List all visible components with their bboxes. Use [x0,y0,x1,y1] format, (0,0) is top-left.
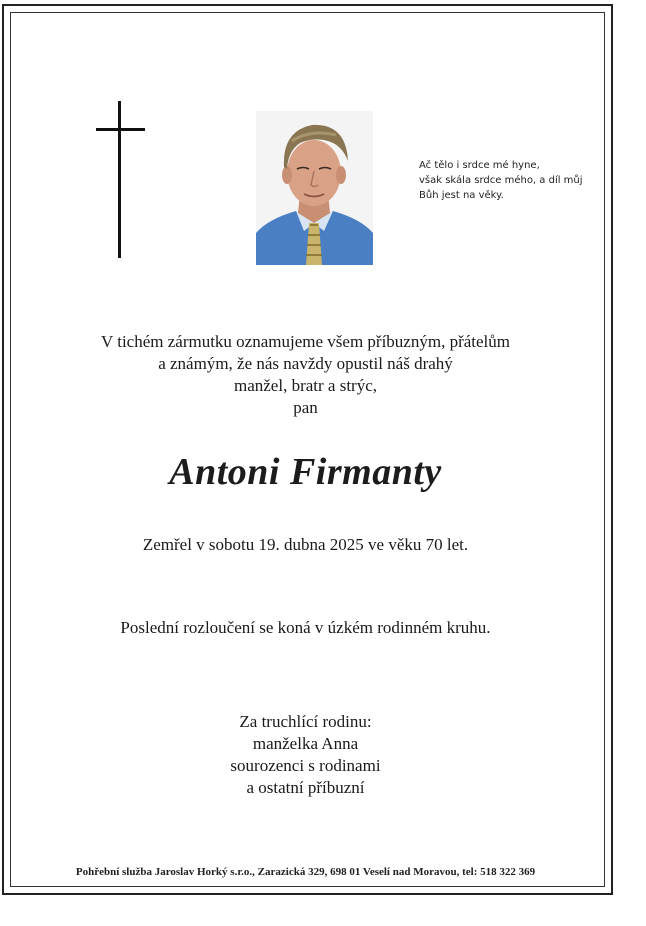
announcement-line: manžel, bratr a strýc, [233,376,377,395]
family-line: Za truchlící rodinu: [239,712,372,731]
quote-line: Bůh jest na věky. [419,190,504,201]
quote-line: Ač tělo i srdce mé hyne, [419,160,540,171]
announcement-line: pan [293,398,318,417]
death-date: Zemřel v sobotu 19. dubna 2025 ve věku 70 let. [142,535,469,554]
funeral-service-footer: Pohřební služba Jaroslav Horký s.r.o., Zarazická 329, 698 01 Veselí nad Moravou, tel: 518 322 369 [75,866,536,878]
family-line: manželka Anna [252,734,359,753]
farewell-notice: Poslední rozloučení se koná v úzkém rodinném kruhu. [120,618,491,637]
quote-verse [419,158,589,203]
cross-icon [96,101,145,258]
family-line: sourozenci s rodinami [230,756,381,775]
announcement-text [0,331,611,419]
portrait-photo [256,111,373,265]
quote-line: však skála srdce mého, a díl můj [419,175,583,186]
deceased-name: Antoni Firmanty [169,451,442,493]
family-line: a ostatní příbuzní [246,778,365,797]
announcement-line: V tichém zármutku oznamujeme všem příbuzným, přátelům [101,332,510,351]
family-signature [0,711,611,799]
announcement-line: a známým, že nás navždy opustil náš drahý [158,354,453,373]
